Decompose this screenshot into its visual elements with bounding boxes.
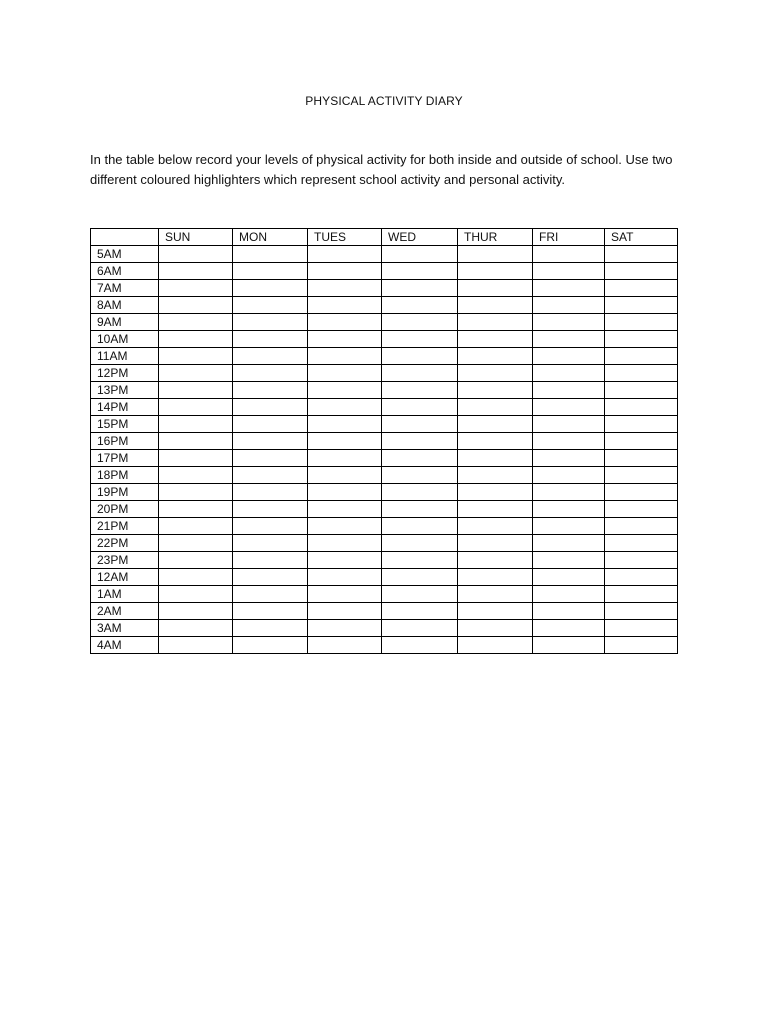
- activity-cell[interactable]: [233, 552, 308, 569]
- activity-cell[interactable]: [233, 280, 308, 297]
- activity-cell[interactable]: [605, 637, 678, 654]
- activity-cell[interactable]: [308, 552, 382, 569]
- activity-cell[interactable]: [605, 331, 678, 348]
- activity-cell[interactable]: [458, 416, 533, 433]
- activity-cell[interactable]: [159, 484, 233, 501]
- activity-cell[interactable]: [533, 569, 605, 586]
- table-row: [91, 263, 678, 280]
- activity-cell[interactable]: [533, 331, 605, 348]
- activity-cell[interactable]: [533, 382, 605, 399]
- activity-cell[interactable]: [159, 586, 233, 603]
- activity-cell[interactable]: [458, 297, 533, 314]
- activity-cell[interactable]: [382, 603, 458, 620]
- table-row: [91, 365, 678, 382]
- time-label-cell: 23PM: [91, 552, 159, 569]
- activity-cell[interactable]: [458, 569, 533, 586]
- activity-cell[interactable]: [605, 484, 678, 501]
- table-row: [91, 399, 678, 416]
- activity-cell[interactable]: [382, 263, 458, 280]
- table-row: [91, 467, 678, 484]
- activity-cell[interactable]: [458, 365, 533, 382]
- activity-cell[interactable]: [533, 586, 605, 603]
- activity-cell[interactable]: [159, 501, 233, 518]
- activity-cell[interactable]: [605, 569, 678, 586]
- activity-cell[interactable]: [533, 518, 605, 535]
- activity-cell[interactable]: [458, 467, 533, 484]
- activity-cell[interactable]: [308, 280, 382, 297]
- table-row: [91, 297, 678, 314]
- activity-cell[interactable]: [605, 399, 678, 416]
- activity-cell[interactable]: [308, 484, 382, 501]
- time-label-cell: 14PM: [91, 399, 159, 416]
- activity-cell[interactable]: [233, 484, 308, 501]
- time-label-cell: 7AM: [91, 280, 159, 297]
- activity-cell[interactable]: [159, 416, 233, 433]
- time-label-cell: 21PM: [91, 518, 159, 535]
- corner-cell: [91, 229, 159, 246]
- time-label-cell: 19PM: [91, 484, 159, 501]
- activity-cell[interactable]: [605, 263, 678, 280]
- activity-cell[interactable]: [159, 365, 233, 382]
- activity-cell[interactable]: [308, 637, 382, 654]
- activity-cell[interactable]: [605, 365, 678, 382]
- time-label-cell: 13PM: [91, 382, 159, 399]
- activity-cell[interactable]: [308, 399, 382, 416]
- table-row: [91, 382, 678, 399]
- instructions-paragraph: In the table below record your levels of physical activity for both inside and outside of school. Use two different coloured highlighters which represent school activity and personal activity.: [90, 152, 673, 187]
- activity-cell[interactable]: [458, 535, 533, 552]
- activity-cell[interactable]: [159, 433, 233, 450]
- activity-cell[interactable]: [382, 246, 458, 263]
- activity-cell[interactable]: [382, 280, 458, 297]
- activity-cell[interactable]: [159, 331, 233, 348]
- activity-cell[interactable]: [458, 603, 533, 620]
- activity-cell[interactable]: [159, 637, 233, 654]
- activity-cell[interactable]: [458, 484, 533, 501]
- activity-cell[interactable]: [233, 467, 308, 484]
- activity-cell[interactable]: [533, 603, 605, 620]
- activity-cell[interactable]: [308, 246, 382, 263]
- activity-cell[interactable]: [533, 280, 605, 297]
- activity-cell[interactable]: [233, 569, 308, 586]
- activity-cell[interactable]: [605, 433, 678, 450]
- activity-cell[interactable]: [308, 348, 382, 365]
- activity-cell[interactable]: [605, 518, 678, 535]
- table-row: [91, 416, 678, 433]
- day-header-tues: TUES: [308, 229, 382, 246]
- activity-cell[interactable]: [458, 246, 533, 263]
- activity-cell[interactable]: [533, 535, 605, 552]
- activity-cell[interactable]: [159, 467, 233, 484]
- table-row: [91, 280, 678, 297]
- activity-cell[interactable]: [308, 467, 382, 484]
- activity-cell[interactable]: [233, 620, 308, 637]
- activity-cell[interactable]: [458, 331, 533, 348]
- activity-cell[interactable]: [533, 450, 605, 467]
- activity-cell[interactable]: [159, 535, 233, 552]
- activity-cell[interactable]: [605, 501, 678, 518]
- table-row: [91, 331, 678, 348]
- day-header-wed: WED: [382, 229, 458, 246]
- activity-cell[interactable]: [458, 637, 533, 654]
- activity-cell[interactable]: [533, 314, 605, 331]
- activity-cell[interactable]: [233, 603, 308, 620]
- table-row: [91, 620, 678, 637]
- activity-cell[interactable]: [382, 467, 458, 484]
- activity-cell[interactable]: [233, 365, 308, 382]
- time-label-cell: 1AM: [91, 586, 159, 603]
- activity-cell[interactable]: [159, 263, 233, 280]
- table-row: [91, 569, 678, 586]
- activity-cell[interactable]: [533, 297, 605, 314]
- time-label-cell: 3AM: [91, 620, 159, 637]
- table-row: [91, 603, 678, 620]
- table-header-row: [91, 229, 678, 246]
- activity-cell[interactable]: [233, 314, 308, 331]
- activity-cell[interactable]: [382, 569, 458, 586]
- activity-cell[interactable]: [308, 620, 382, 637]
- time-label-cell: 17PM: [91, 450, 159, 467]
- activity-cell[interactable]: [382, 416, 458, 433]
- activity-cell[interactable]: [458, 280, 533, 297]
- time-label-cell: 16PM: [91, 433, 159, 450]
- activity-cell[interactable]: [233, 331, 308, 348]
- activity-cell[interactable]: [308, 297, 382, 314]
- activity-cell[interactable]: [458, 382, 533, 399]
- page-title: PHYSICAL ACTIVITY DIARY: [305, 94, 463, 108]
- activity-cell[interactable]: [382, 365, 458, 382]
- activity-cell[interactable]: [159, 569, 233, 586]
- activity-cell[interactable]: [533, 637, 605, 654]
- table-row: [91, 314, 678, 331]
- activity-cell[interactable]: [458, 450, 533, 467]
- activity-cell[interactable]: [233, 263, 308, 280]
- activity-cell[interactable]: [308, 586, 382, 603]
- day-header-mon: MON: [233, 229, 308, 246]
- activity-cell[interactable]: [458, 314, 533, 331]
- table-row: [91, 433, 678, 450]
- activity-cell[interactable]: [605, 280, 678, 297]
- activity-cell[interactable]: [233, 348, 308, 365]
- activity-cell[interactable]: [458, 348, 533, 365]
- table-row: [91, 501, 678, 518]
- activity-cell[interactable]: [533, 620, 605, 637]
- activity-cell[interactable]: [458, 552, 533, 569]
- time-label-cell: 22PM: [91, 535, 159, 552]
- time-label-cell: 15PM: [91, 416, 159, 433]
- day-header-sat: SAT: [605, 229, 678, 246]
- activity-cell[interactable]: [308, 535, 382, 552]
- time-label-cell: 11AM: [91, 348, 159, 365]
- table-row: [91, 637, 678, 654]
- activity-cell[interactable]: [233, 416, 308, 433]
- activity-cell[interactable]: [159, 280, 233, 297]
- table-row: [91, 450, 678, 467]
- activity-cell[interactable]: [533, 552, 605, 569]
- activity-cell[interactable]: [382, 314, 458, 331]
- activity-cell[interactable]: [233, 297, 308, 314]
- activity-cell[interactable]: [159, 620, 233, 637]
- activity-cell[interactable]: [308, 450, 382, 467]
- activity-cell[interactable]: [605, 450, 678, 467]
- activity-cell[interactable]: [605, 382, 678, 399]
- activity-cell[interactable]: [159, 297, 233, 314]
- activity-cell[interactable]: [308, 433, 382, 450]
- activity-cell[interactable]: [533, 348, 605, 365]
- activity-cell[interactable]: [308, 518, 382, 535]
- activity-cell[interactable]: [308, 603, 382, 620]
- time-label-cell: 5AM: [91, 246, 159, 263]
- activity-cell[interactable]: [382, 535, 458, 552]
- activity-cell[interactable]: [159, 450, 233, 467]
- activity-cell[interactable]: [382, 348, 458, 365]
- activity-cell[interactable]: [382, 484, 458, 501]
- activity-cell[interactable]: [605, 535, 678, 552]
- activity-cell[interactable]: [382, 552, 458, 569]
- activity-cell[interactable]: [233, 246, 308, 263]
- activity-cell[interactable]: [605, 552, 678, 569]
- activity-cell[interactable]: [382, 518, 458, 535]
- activity-cell[interactable]: [605, 297, 678, 314]
- table-body: [91, 246, 678, 654]
- activity-cell[interactable]: [159, 382, 233, 399]
- activity-cell[interactable]: [233, 450, 308, 467]
- activity-cell[interactable]: [533, 365, 605, 382]
- activity-cell[interactable]: [605, 246, 678, 263]
- activity-cell[interactable]: [382, 620, 458, 637]
- activity-cell[interactable]: [533, 399, 605, 416]
- activity-cell[interactable]: [605, 603, 678, 620]
- activity-cell[interactable]: [605, 314, 678, 331]
- activity-cell[interactable]: [382, 501, 458, 518]
- activity-cell[interactable]: [159, 399, 233, 416]
- activity-cell[interactable]: [533, 484, 605, 501]
- table-row: [91, 535, 678, 552]
- activity-cell[interactable]: [233, 535, 308, 552]
- activity-cell[interactable]: [382, 433, 458, 450]
- table-row: [91, 246, 678, 263]
- activity-cell[interactable]: [533, 246, 605, 263]
- activity-cell[interactable]: [308, 263, 382, 280]
- activity-cell[interactable]: [159, 348, 233, 365]
- table-row: [91, 552, 678, 569]
- activity-cell[interactable]: [308, 416, 382, 433]
- activity-cell[interactable]: [233, 382, 308, 399]
- time-label-cell: 18PM: [91, 467, 159, 484]
- activity-cell[interactable]: [308, 365, 382, 382]
- activity-diary-table: [90, 228, 678, 654]
- activity-cell[interactable]: [159, 603, 233, 620]
- activity-cell[interactable]: [233, 518, 308, 535]
- activity-cell[interactable]: [458, 263, 533, 280]
- activity-cell[interactable]: [605, 586, 678, 603]
- day-header-thur: THUR: [458, 229, 533, 246]
- activity-cell[interactable]: [382, 331, 458, 348]
- activity-cell[interactable]: [308, 382, 382, 399]
- activity-cell[interactable]: [533, 263, 605, 280]
- activity-cell[interactable]: [233, 501, 308, 518]
- activity-cell[interactable]: [458, 399, 533, 416]
- time-label-cell: 8AM: [91, 297, 159, 314]
- time-label-cell: 12AM: [91, 569, 159, 586]
- day-header-fri: FRI: [533, 229, 605, 246]
- activity-cell[interactable]: [458, 433, 533, 450]
- activity-cell[interactable]: [233, 637, 308, 654]
- activity-cell[interactable]: [382, 637, 458, 654]
- activity-cell[interactable]: [233, 586, 308, 603]
- activity-cell[interactable]: [382, 399, 458, 416]
- activity-cell[interactable]: [458, 620, 533, 637]
- time-label-cell: 10AM: [91, 331, 159, 348]
- activity-cell[interactable]: [382, 450, 458, 467]
- table-row: [91, 586, 678, 603]
- activity-cell[interactable]: [605, 620, 678, 637]
- activity-cell[interactable]: [159, 552, 233, 569]
- activity-cell[interactable]: [308, 331, 382, 348]
- activity-cell[interactable]: [159, 246, 233, 263]
- day-header-sun: SUN: [159, 229, 233, 246]
- activity-cell[interactable]: [533, 467, 605, 484]
- activity-cell[interactable]: [308, 501, 382, 518]
- activity-cell[interactable]: [533, 433, 605, 450]
- activity-cell[interactable]: [233, 399, 308, 416]
- table-row: [91, 518, 678, 535]
- time-label-cell: 9AM: [91, 314, 159, 331]
- activity-cell[interactable]: [458, 518, 533, 535]
- activity-cell[interactable]: [605, 467, 678, 484]
- time-label-cell: 6AM: [91, 263, 159, 280]
- table-row: [91, 348, 678, 365]
- activity-cell[interactable]: [159, 314, 233, 331]
- activity-cell[interactable]: [159, 518, 233, 535]
- activity-cell[interactable]: [382, 586, 458, 603]
- time-label-cell: 4AM: [91, 637, 159, 654]
- activity-cell[interactable]: [605, 416, 678, 433]
- activity-cell[interactable]: [533, 416, 605, 433]
- activity-cell[interactable]: [233, 433, 308, 450]
- activity-cell[interactable]: [382, 297, 458, 314]
- time-label-cell: 12PM: [91, 365, 159, 382]
- activity-cell[interactable]: [308, 314, 382, 331]
- activity-cell[interactable]: [458, 586, 533, 603]
- activity-cell[interactable]: [605, 348, 678, 365]
- table-row: [91, 484, 678, 501]
- activity-cell[interactable]: [533, 501, 605, 518]
- activity-cell[interactable]: [308, 569, 382, 586]
- activity-cell[interactable]: [458, 501, 533, 518]
- time-label-cell: 2AM: [91, 603, 159, 620]
- activity-cell[interactable]: [382, 382, 458, 399]
- time-label-cell: 20PM: [91, 501, 159, 518]
